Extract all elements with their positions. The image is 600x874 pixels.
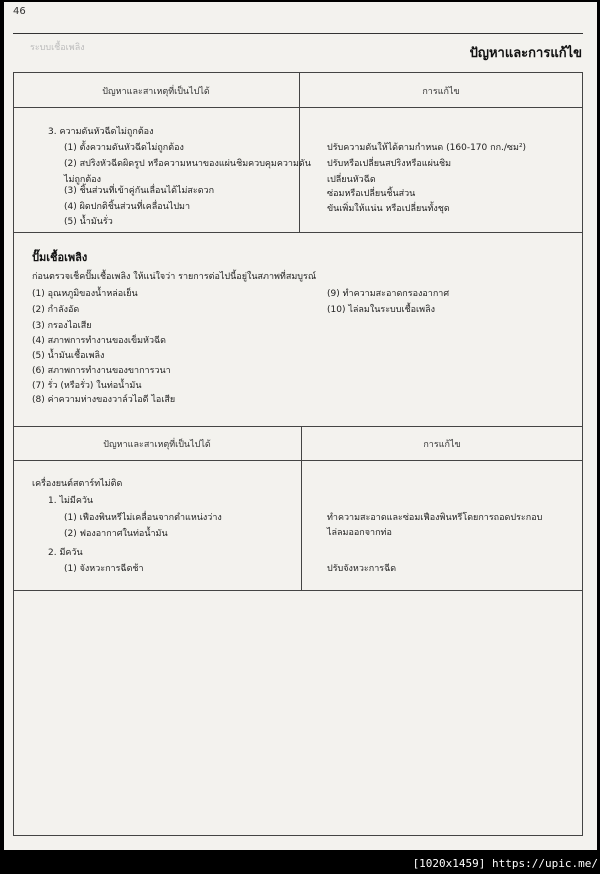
table2-bottom-rule [13,590,583,591]
table1-fix: ปรับความดันให้ได้ตามกำหนด (160-170 กก./ซม²) [327,143,527,153]
table2-fix: ทำความสะอาดและซ่อมเฟืองพินหรีโดยการถอดประกอบ [327,513,543,523]
page-title: ปัญหาและการแก้ไข [469,46,582,61]
table1-fix: ขันเพิ่มให้แน่น หรือเปลี่ยนทั้งชุด [327,204,450,214]
table1-header-rule [13,107,583,108]
checklist-item: (4) สภาพการทำงานของเข็มหัวฉีด [32,336,167,346]
header-rule [13,33,583,34]
table2-item: 2. มีควัน [48,548,83,558]
table2-cause: (1) จังหวะการฉีดช้า [64,564,144,574]
checklist-item: (9) ทำความสะอาดกรองอากาศ [327,289,450,299]
table1-cause: (4) ผิดปกติชิ้นส่วนที่เคลื่อนไปมา [64,202,191,212]
checklist-item: (2) กำลังอัด [32,305,80,315]
table1-col-cause-header: ปัญหาและสาเหตุที่เป็นไปได้ [102,87,210,97]
table2-cause: (2) ฟองอากาศในท่อน้ำมัน [64,529,168,539]
checklist-item: (8) ค่าความห่างของวาล์วไอดี ไอเสีย [32,395,176,405]
table2-header-rule [13,460,583,461]
table1-cause: ไม่ถูกต้อง [64,175,102,185]
table2-heading: เครื่องยนต์สตาร์ทไม่ติด [32,479,123,489]
table2-top-rule [13,426,583,427]
image-watermark: [1020x1459] https://upic.me/ [412,857,598,870]
table1-fix: ซ่อมหรือเปลี่ยนชิ้นส่วน [327,189,416,199]
table2-col-cause-header: ปัญหาและสาเหตุที่เป็นไปได้ [103,440,211,450]
checklist-item: (1) อุณหภูมิของน้ำหล่อเย็น [32,289,138,299]
table1-cause: (1) ตั้งความดันหัวฉีดไม่ถูกต้อง [64,143,184,153]
section-heading: ปั๊มเชื้อเพลิง [32,251,88,264]
table2-fix: ไล่ลมออกจากท่อ [327,528,392,538]
table1-fix: ปรับหรือเปลี่ยนสปริงหรือแผ่นชิม [327,159,452,169]
table1-heading: 3. ความดันหัวฉีดไม่ถูกต้อง [48,127,154,137]
checklist-item: (3) กรองไอเสีย [32,321,92,331]
table1-bottom-rule [13,232,583,233]
page-number: 46 [13,6,26,17]
table1-cause: (5) น้ำมันรั่ว [64,217,113,227]
table2-col-fix-header: การแก้ไข [423,440,461,450]
checklist-item: (5) น้ำมันเชื้อเพลิง [32,351,105,361]
table1-fix: เปลี่ยนหัวฉีด [327,175,376,185]
table1-cause: (3) ชิ้นส่วนที่เข้าคู่กันเลื่อนได้ไม่สะดวก [64,186,215,196]
checklist-item: (6) สภาพการทำงานของขาการวนา [32,366,171,376]
table2-cause: (1) เฟืองพินหรีไม่เคลื่อนจากตำแหน่งว่าง [64,513,222,523]
checklist-item: (7) รั่ว (หรือรั่ว) ในท่อน้ำมัน [32,381,142,391]
table2-item: 1. ไม่มีควัน [48,496,94,506]
running-head: ระบบเชื้อเพลิง [30,43,85,53]
checklist-item: (10) ไล่ลมในระบบเชื้อเพลิง [327,305,435,315]
table1-col-fix-header: การแก้ไข [422,87,460,97]
table1-cause: (2) สปริงหัวฉีดผิดรูป หรือความหนาของแผ่นชิมควบคุมความดัน [64,159,311,169]
section-intro: ก่อนตรวจเช็คปั๊มเชื้อเพลิง ให้แน่ใจว่า รายการต่อไปนี้อยู่ในสภาพที่สมบูรณ์ [32,272,317,282]
table2-fix: ปรับจังหวะการฉีด [327,564,397,574]
